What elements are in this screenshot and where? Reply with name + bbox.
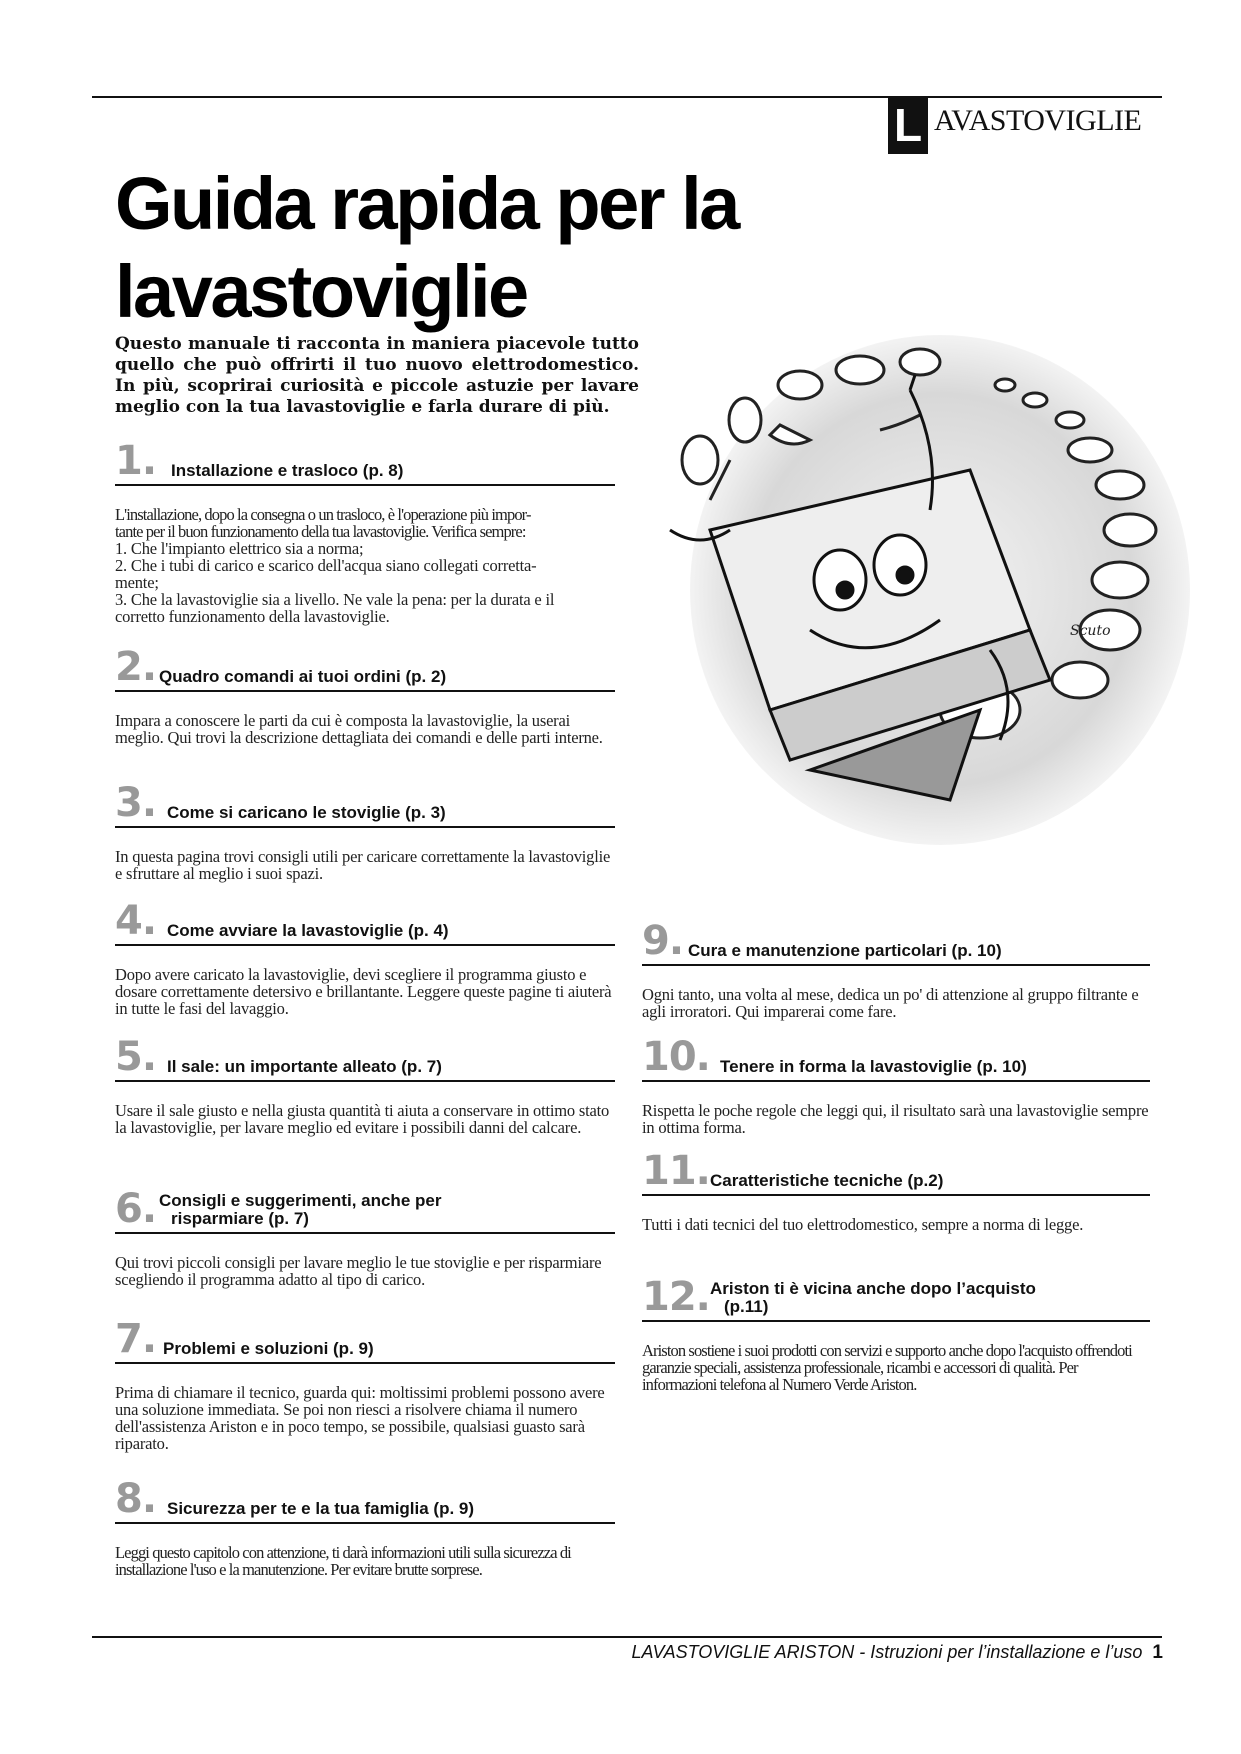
body-text: Ariston sostiene i suoi prodotti con servizi e supporto anche dopo l'acquisto offrendoti garanzie speciali, assistenza professionale, ricambi e accessori di qualità. Per informazioni telefona al Numero Verde Ariston. [642,1341,1132,1394]
section-header [642,1036,1150,1082]
section-body [642,1342,1150,1393]
section-title: Tenere in forma la lavastoviglie (p. 10) [720,1057,1027,1076]
section-number: 10. [642,1034,710,1080]
section-number: 7. [115,1316,157,1362]
section-title: Caratteristiche tecniche (p.2) [710,1171,944,1190]
section-title: Sicurezza per te e la tua famiglia (p. 9) [167,1499,475,1518]
page-footer [632,1642,1163,1664]
header-letter-box: L [888,96,928,154]
section-number: 12. [642,1274,710,1320]
body-line: 3. Che la lavastoviglie sia a livello. Ne vale la pena: per la durata e il [115,590,555,609]
section-12 [642,1276,1150,1393]
body-line: 2. Che i tubi di carico e scarico dell'acqua siano collegati corretta- [115,556,537,575]
section-body: Impara a conoscere le parti da cui è composta la lavastoviglie, la userai meglio. Qui trovi la descrizione dettagliata dei comandi e delle parti interne. [115,711,603,747]
section-number: 2. [115,644,157,690]
section-header [115,782,615,828]
section-body [115,506,615,625]
body-line: mente; [115,573,159,592]
section-header [115,1188,615,1234]
section-header [642,1150,1150,1196]
section-title-line-2: risparmiare (p. 7) [171,1209,309,1228]
section-header [115,900,615,946]
section-title: Il sale: un importante alleato (p. 7) [167,1057,442,1076]
section-1 [115,440,615,625]
section-body: Qui trovi piccoli consigli per lavare meglio le tue stoviglie e per risparmiare scegliendo il programma adatto al tipo di carico. [115,1253,602,1289]
top-rule [92,96,1162,98]
section-number: 11. [642,1148,710,1194]
bottom-rule [92,1636,1162,1638]
section-title: Come si caricano le stoviglie (p. 3) [167,803,446,822]
section-header [642,920,1150,966]
section-title: Installazione e trasloco (p. 8) [171,461,404,480]
body-text: Leggi questo capitolo con attenzione, ti darà informazioni utili sulla sicurezza di installazione l'uso e la manutenzione. Per evitare brutte sorprese. [115,1543,571,1579]
section-2 [115,646,615,746]
section-body: In questa pagina trovi consigli utili per caricare correttamente la lavastoviglie e sfruttare al meglio i suoi spazi. [115,847,611,883]
illustration-signature: Scuto [1070,623,1111,639]
section-9 [642,920,1150,1020]
footer-text: LAVASTOVIGLIE ARISTON - Istruzioni per l’installazione e l’uso [631,1642,1143,1662]
section-title: Problemi e soluzioni (p. 9) [163,1339,374,1358]
section-body: Usare il sale giusto e nella giusta quantità ti aiuta a conservare in ottimo stato la lavastoviglie, per lavare meglio ed evitare i possibili danni del calcare. [115,1101,610,1137]
section-body: Prima di chiamare il tecnico, guarda qui: moltissimi problemi possono avere una soluzione immediata. Se poi non riesci a risolvere chiama il numero dell'assistenza Ariston e in poco tempo, se possibile, qualsiasi guasto sarà riparato. [115,1383,605,1453]
body-line: L'installazione, dopo la consegna o un trasloco, è l'operazione più impor- [115,505,531,524]
section-body [115,1544,615,1578]
section-title-line-1: Ariston ti è vicina anche dopo l’acquisto [710,1279,1036,1298]
section-number: 3. [115,780,157,826]
dishwasher-cartoon-illustration [650,330,1190,870]
body-line: corretto funzionamento della lavastoviglie. [115,607,390,626]
section-8 [115,1478,615,1578]
section-body: Tutti i dati tecnici del tuo elettrodomestico, sempre a norma di legge. [642,1215,1084,1234]
section-title: Come avviare la lavastoviglie (p. 4) [167,921,449,940]
page-title: Guida rapida per la lavastoviglie [115,162,738,333]
section-title: Cura e manutenzione particolari (p. 10) [688,941,1002,960]
section-number: 8. [115,1476,157,1522]
section-number: 9. [642,918,684,964]
section-body: Dopo avere caricato la lavastoviglie, devi scegliere il programma giusto e dosare correttamente detersivo e brillantante. Leggere queste pagine ti aiuterà in tutte le fasi del lavaggio. [115,965,612,1018]
section-7 [115,1318,615,1452]
section-title-line-1: Consigli e suggerimenti, anche per [159,1191,442,1210]
section-3 [115,782,615,882]
page-number: 1 [1152,1642,1163,1663]
section-header [115,1318,615,1364]
section-number: 4. [115,898,157,944]
section-body: Ogni tanto, una volta al mese, dedica un po' di attenzione al gruppo filtrante e agli irroratori. Qui imparerai come fare. [642,985,1139,1021]
section-header [115,646,615,692]
body-line: 1. Che l'impianto elettrico sia a norma; [115,539,364,558]
section-number: 6. [115,1186,157,1232]
section-header [115,440,615,486]
section-title: Quadro comandi ai tuoi ordini (p. 2) [159,667,447,686]
intro-paragraph: Questo manuale ti racconta in maniera piacevole tutto quello che può offrirti il tuo nuovo elettrodomestico. In più, scoprirai curiosità e piccole astuzie per lavare meglio con la tua lavastoviglie e farla durare di più. [115,334,639,417]
section-10 [642,1036,1150,1136]
section-header [642,1276,1150,1322]
section-4 [115,900,615,1017]
body-line: tante per il buon funzionamento della tua lavastoviglie. Verifica sempre: [115,522,526,541]
section-title-line-2: (p.11) [724,1297,769,1316]
section-5 [115,1036,615,1136]
section-number: 5. [115,1034,157,1080]
section-body: Rispetta le poche regole che leggi qui, il risultato sarà una lavastoviglie sempre in ottima forma. [642,1101,1149,1137]
section-11 [642,1150,1150,1233]
section-header [115,1478,615,1524]
section-header [115,1036,615,1082]
header-section-label: AVASTOVIGLIE [934,104,1142,137]
section-number: 1. [115,438,157,484]
section-6 [115,1188,615,1288]
